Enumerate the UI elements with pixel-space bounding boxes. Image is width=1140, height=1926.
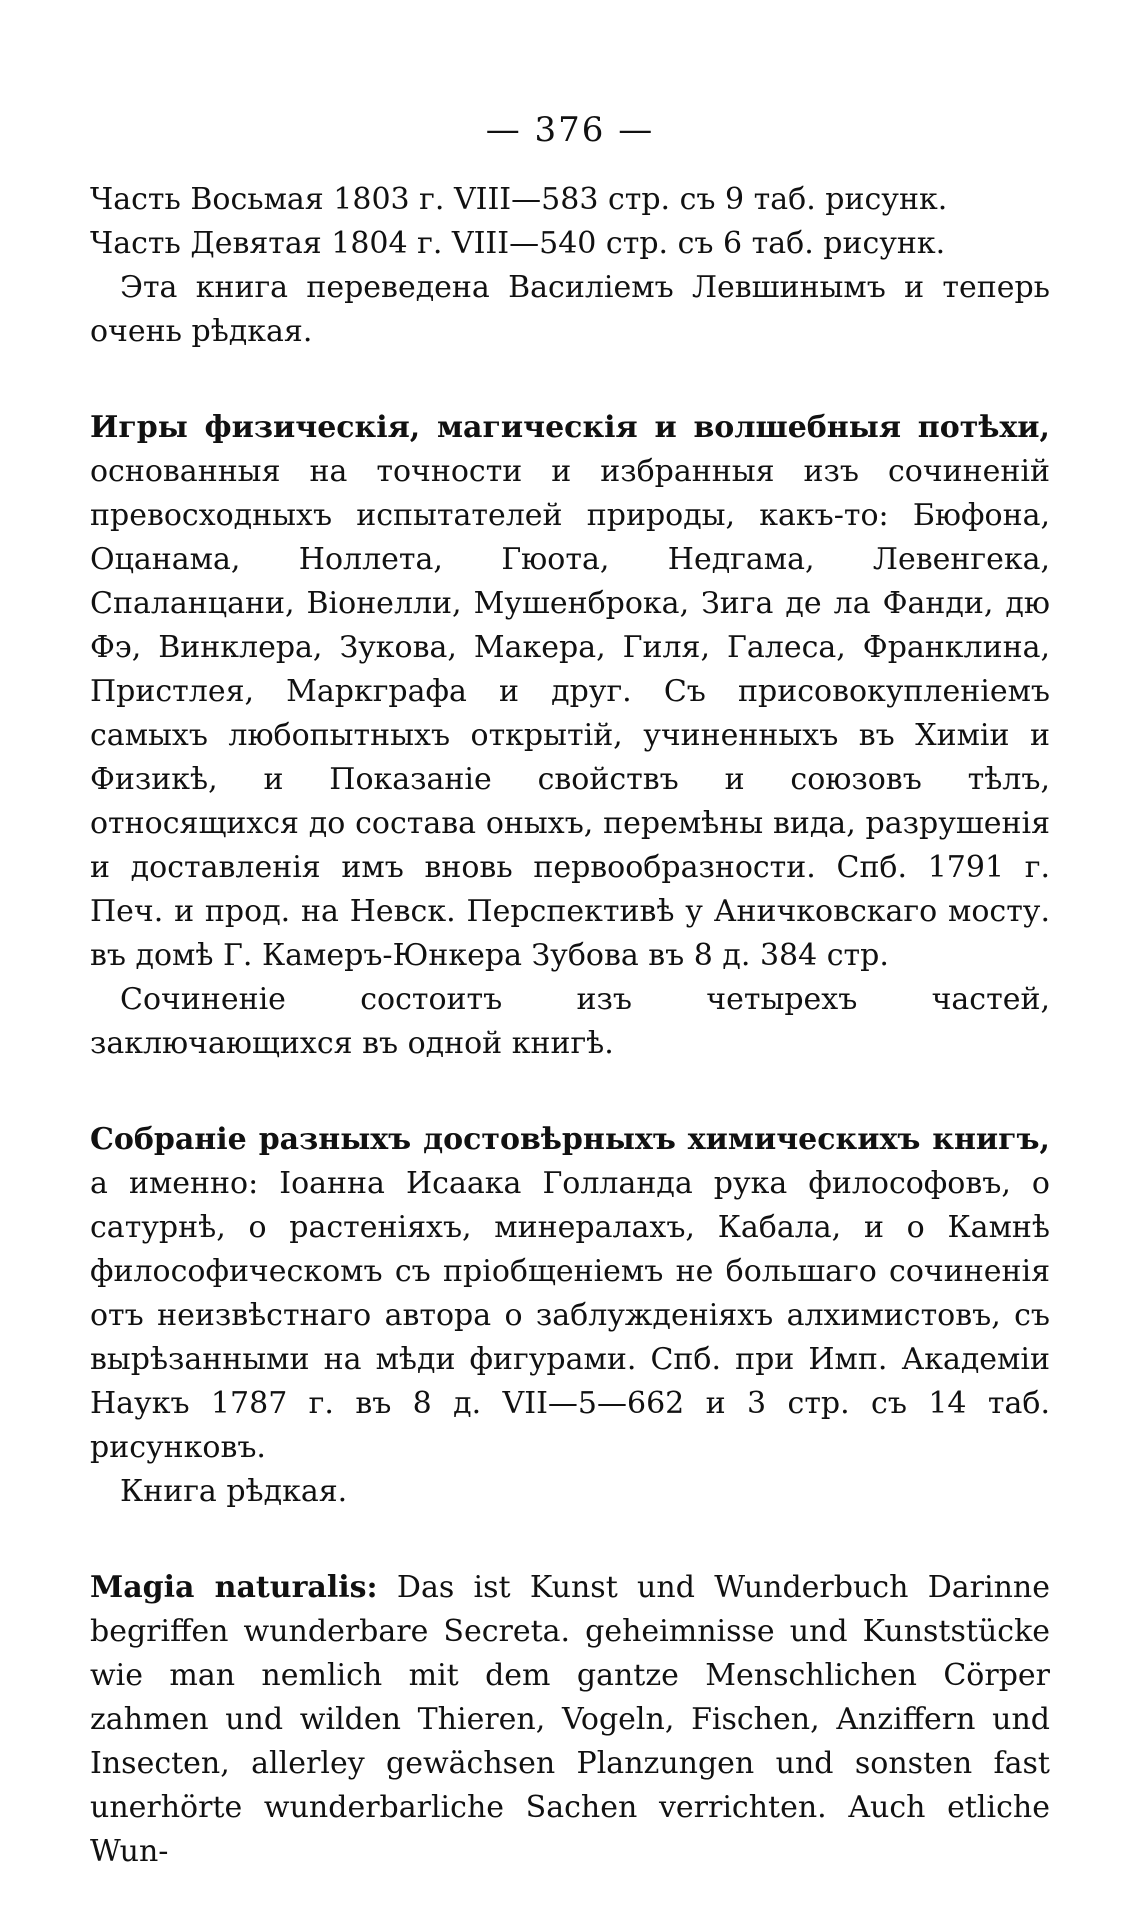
page-number: — 376 — [485,110,655,150]
entry-note: Эта книга переведена Василіемъ Левшинымъ и теперь очень рѣдкая. [90,270,1050,349]
entry-text: основанныя на точности и избранныя изъ сочиненій превосходныхъ испытателей природы, какъ-то: Бюфона, Оцанама, Ноллета, Гюота, Недгама, Левенгека, Спаланцани, Віонелли, Мушенброка, Зига де ла Фанди, дю Фэ, Винклера, Зукова, Макера, Гиля, Галеса, Франклина, Пристлея, Маркграфа и друг. Съ присовокупленіемъ самыхъ любопытныхъ открытій, учиненныхъ въ Химіи и Физикѣ, и Показаніе свойствъ и союзовъ тѣлъ, относящихся до состава оныхъ, перемѣны вида, разрушенія и доставленія имъ вновь первообразности. Спб. 1791 г. Печ. и прод. на Невск. Перспективѣ у Аничковскаго мосту. въ домѣ Г. Камеръ-Юнкера Зубова въ 8 д. 384 стр. [90,454,1050,973]
entry-body [90,1566,1050,1874]
entry-title: Magia naturalis: [90,1570,378,1605]
entry-physical-games [90,406,1050,1066]
entry-line [90,178,1050,266]
entry-parts-list [90,178,1050,354]
book-page [90,80,1050,1926]
entry-magia-naturalis [90,1566,1050,1874]
entry-body [90,406,1050,978]
entry-body [90,1118,1050,1470]
entry-title: Игры физическія, магическія и волшебныя потѣхи, [90,410,1050,445]
entry-chemical-books [90,1118,1050,1514]
entry-text: а именно: Іоанна Исаака Голланда рука философовъ, о сатурнѣ, о растеніяхъ, минералахъ, Кабала, и о Камнѣ философическомъ съ пріобщеніемъ не большаго сочиненія отъ неизвѣстнаго автора о заблужденіяхъ алхимистовъ, съ вырѣзанными на мѣди фигурами. Спб. при Имп. Академіи Наукъ 1787 г. въ 8 д. VII—5—662 и 3 стр. съ 14 таб. рисунковъ. [90,1166,1050,1465]
part-nine-line: Часть Девятая 1804 г. VIII—540 стр. съ 6 таб. рисунк. [90,226,946,261]
entry-note: Сочиненіе состоитъ изъ четырехъ частей, заключающихся въ одной книгѣ. [90,982,1050,1061]
entry-title: Собраніе разныхъ достовѣрныхъ химическихъ книгъ, [90,1122,1050,1157]
part-eight-line: Часть Восьмая 1803 г. VIII—583 стр. съ 9 таб. рисунк. [90,182,948,217]
entry-note: Книга рѣдкая. [120,1474,348,1509]
entry-text: Das ist Kunst und Wunderbuch Darinne begriffen wunderbare Secreta. geheimnisse und Kunststücke wie man nemlich mit dem gantze Menschlichen Cörper zahmen und wilden Thieren, Vogeln, Fischen, Anziffern und Insecten, allerley gewächsen Planzungen und sonsten fast unerhörte wunderbarliche Sachen verrichten. Auch etliche Wun- [90,1570,1050,1869]
